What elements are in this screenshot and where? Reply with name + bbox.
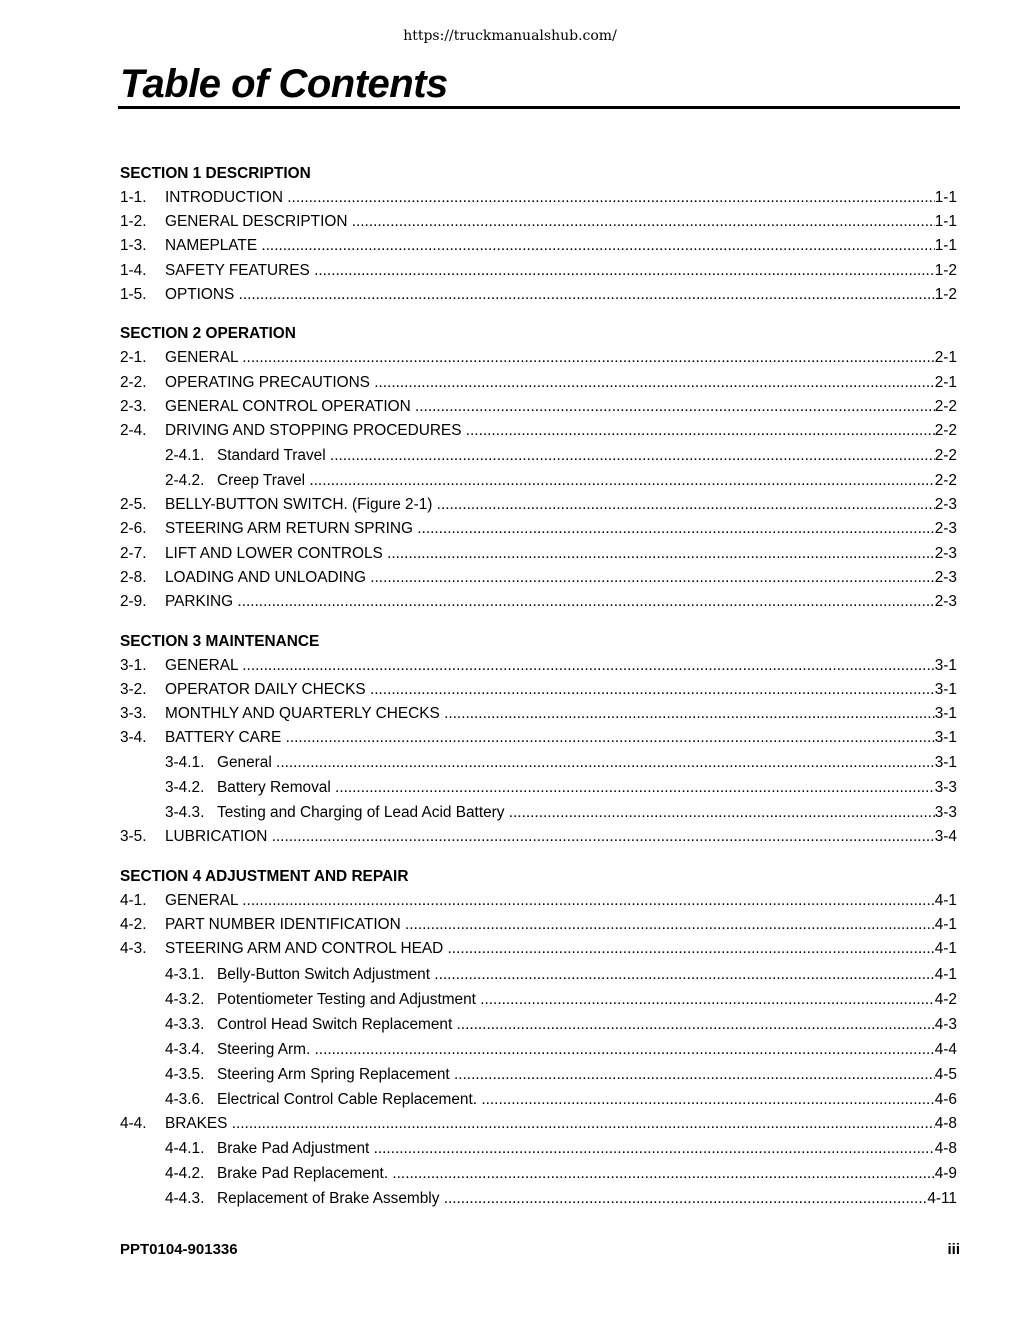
entry-title: NAMEPLATE ..... [165, 234, 935, 258]
entry-number: 2-2. [120, 373, 147, 391]
toc-section [120, 865, 957, 1211]
entry-page: 3-1 [934, 754, 957, 772]
section-heading: SECTION 3 MAINTENANCE [120, 632, 320, 650]
toc-entry[interactable] [120, 937, 957, 961]
entry-page: 3-3 [934, 779, 957, 797]
entry-title: STEERING ARM RETURN SPRING ..... [165, 517, 935, 541]
entry-number: 4-2. [120, 916, 147, 934]
entry-page: 2-3 [934, 496, 957, 514]
entry-number: 2-7. [120, 544, 147, 562]
toc-entry[interactable] [120, 590, 957, 614]
toc-entry[interactable] [120, 419, 957, 443]
section-heading: SECTION 2 OPERATION [120, 325, 296, 343]
entry-number: 3-3. [120, 705, 147, 722]
entry-title: BRAKES ..... [165, 1112, 935, 1136]
toc-entry[interactable] [120, 210, 957, 234]
entry-page: 2-1 [934, 349, 957, 367]
toc-entry[interactable] [120, 259, 957, 283]
entry-number: 1-3. [120, 237, 147, 255]
toc-subentry[interactable] [120, 468, 957, 493]
entry-page: 4-4 [934, 1040, 957, 1058]
entry-title: GENERAL ..... [165, 346, 935, 370]
entry-number: 1-2. [120, 213, 147, 231]
entry-number: 2-4.1. [165, 447, 205, 465]
toc-subentry[interactable] [120, 962, 957, 987]
toc-subentry[interactable] [120, 1161, 957, 1186]
entry-page: 4-6 [934, 1090, 957, 1108]
toc-entry[interactable] [120, 283, 957, 307]
toc-subentry[interactable] [120, 800, 957, 825]
entry-number: 4-3.2. [165, 990, 205, 1008]
toc-section [120, 162, 957, 307]
entry-number: 2-3. [120, 397, 147, 415]
entry-number: 3-1. [120, 656, 147, 674]
entry-title: INTRODUCTION ..... [165, 186, 935, 210]
toc-entry[interactable] [120, 726, 957, 750]
entry-title: OPERATOR DAILY CHECKS ..... [165, 678, 935, 702]
entry-number: 2-8. [120, 568, 147, 586]
entry-title: Electrical Control Cable Replacement. ..... [217, 1087, 935, 1112]
entry-title: GENERAL DESCRIPTION ..... [165, 210, 935, 234]
entry-page: 2-2 [934, 422, 957, 439]
entry-page: 3-3 [934, 804, 957, 822]
toc-section [120, 322, 957, 614]
toc-entry[interactable] [120, 234, 957, 258]
entry-number: 3-4.2. [165, 779, 205, 797]
entry-page: 3-1 [934, 705, 957, 722]
entry-page: 4-2 [934, 990, 957, 1008]
toc-entry[interactable] [120, 702, 957, 726]
entry-page: 4-1 [934, 940, 957, 958]
entry-page: 3-4 [934, 828, 957, 846]
entry-title: LUBRICATION ..... [165, 825, 935, 849]
entry-title: GENERAL CONTROL OPERATION ..... [165, 395, 935, 419]
entry-page: 2-3 [934, 568, 957, 586]
entry-number: 4-3.3. [165, 1015, 205, 1033]
title-underline [118, 106, 960, 109]
entry-title: Steering Arm Spring Replacement ..... [217, 1062, 935, 1087]
toc-subentry[interactable] [120, 1087, 957, 1112]
entry-page: 4-1 [934, 916, 957, 934]
entry-page: 2-3 [934, 544, 957, 562]
toc-subentry[interactable] [120, 1037, 957, 1062]
toc-entry[interactable] [120, 346, 957, 370]
entry-number: 4-1. [120, 892, 147, 910]
entry-title: STEERING ARM AND CONTROL HEAD ..... [165, 937, 935, 961]
entry-number: 4-4.2. [165, 1164, 205, 1182]
entry-title: PARKING ..... [165, 590, 935, 614]
entry-title: Brake Pad Adjustment ..... [217, 1136, 935, 1161]
toc-subentry[interactable] [120, 775, 957, 800]
entry-number: 3-5. [120, 828, 147, 846]
toc-entry[interactable] [120, 889, 957, 913]
table-of-contents [120, 162, 957, 1226]
entry-title: Battery Removal ..... [217, 775, 935, 800]
section-heading: SECTION 4 ADJUSTMENT AND REPAIR [120, 868, 409, 886]
entry-title: OPTIONS ..... [165, 283, 935, 307]
entry-page: 1-1 [934, 237, 957, 255]
entry-title: Standard Travel ..... [217, 443, 935, 468]
toc-subentry[interactable] [120, 750, 957, 775]
toc-section [120, 630, 957, 850]
toc-subentry[interactable] [120, 443, 957, 468]
entry-page: 2-1 [934, 373, 957, 391]
entry-number: 2-4.2. [165, 472, 205, 490]
toc-subentry[interactable] [120, 987, 957, 1012]
entry-page: 4-8 [934, 1139, 957, 1157]
page-number: iii [947, 1241, 960, 1258]
entry-number: 4-4.1. [165, 1139, 205, 1157]
entry-number: 4-3.1. [165, 965, 205, 983]
entry-page: 4-1 [934, 965, 957, 983]
toc-entry[interactable] [120, 1112, 957, 1136]
entry-title: Testing and Charging of Lead Acid Battery ..... [217, 800, 935, 825]
entry-title: Control Head Switch Replacement ..... [217, 1012, 935, 1037]
entry-page: 2-2 [934, 472, 957, 490]
toc-subentry[interactable] [120, 1012, 957, 1037]
entry-title: Creep Travel ..... [217, 468, 935, 493]
document-id: PPT0104-901336 [120, 1241, 238, 1258]
entry-number: 4-3.6. [165, 1090, 205, 1108]
toc-entry[interactable] [120, 186, 957, 210]
entry-title: MONTHLY AND QUARTERLY CHECKS ..... [165, 702, 935, 726]
entry-page: 3-1 [934, 656, 957, 674]
entry-page: 1-1 [934, 189, 957, 206]
entry-page: 4-3 [934, 1015, 957, 1033]
entry-page: 2-3 [934, 592, 957, 610]
toc-entry[interactable] [120, 913, 957, 937]
entry-title: GENERAL ..... [165, 889, 935, 913]
entry-page: 4-9 [934, 1164, 957, 1182]
entry-number: 1-1. [120, 189, 147, 206]
section-heading: SECTION 1 DESCRIPTION [120, 165, 311, 182]
toc-entry[interactable] [120, 566, 957, 590]
entry-number: 4-3. [120, 940, 147, 958]
entry-title: SAFETY FEATURES ..... [165, 259, 935, 283]
toc-entry[interactable] [120, 678, 957, 702]
entry-title: BELLY-BUTTON SWITCH. (Figure 2-1) ..... [165, 493, 935, 517]
entry-page: 1-1 [934, 213, 957, 231]
entry-title: OPERATING PRECAUTIONS ..... [165, 371, 935, 395]
entry-number: 2-5. [120, 496, 147, 514]
entry-page: 4-11 [927, 1189, 957, 1207]
entry-number: 3-2. [120, 680, 147, 698]
entry-number: 2-6. [120, 520, 147, 538]
entry-title: Brake Pad Replacement. ..... [217, 1161, 935, 1186]
entry-number: 1-5. [120, 285, 147, 303]
toc-entry[interactable] [120, 395, 957, 419]
entry-title: BATTERY CARE ..... [165, 726, 935, 750]
entry-title: GENERAL ..... [165, 654, 935, 678]
source-url: https://truckmanualshub.com/ [403, 28, 617, 44]
toc-entry[interactable] [120, 371, 957, 395]
entry-number: 2-1. [120, 349, 147, 367]
entry-page: 2-2 [934, 397, 957, 415]
page-title: Table of Contents [120, 62, 448, 106]
toc-entry[interactable] [120, 654, 957, 678]
toc-entry[interactable] [120, 542, 957, 566]
entry-title: General ..... [217, 750, 935, 775]
entry-page: 3-1 [934, 729, 957, 747]
entry-page: 1-2 [934, 285, 957, 303]
entry-title: Potentiometer Testing and Adjustment ..... [217, 987, 935, 1012]
entry-number: 4-3.5. [165, 1065, 205, 1083]
entry-number: 4-3.4. [165, 1040, 205, 1058]
entry-title: Replacement of Brake Assembly ..... [217, 1186, 927, 1211]
toc-subentry[interactable] [120, 1186, 957, 1211]
entry-title: PART NUMBER IDENTIFICATION ..... [165, 913, 935, 937]
toc-subentry[interactable] [120, 1136, 957, 1161]
entry-number: 3-4.3. [165, 804, 205, 822]
entry-number: 4-4.3. [165, 1189, 205, 1207]
toc-entry[interactable] [120, 493, 957, 517]
toc-entry[interactable] [120, 825, 957, 849]
entry-page: 2-3 [934, 520, 957, 538]
entry-number: 2-9. [120, 592, 147, 610]
entry-number: 4-4. [120, 1114, 147, 1132]
entry-title: Steering Arm. ..... [217, 1037, 935, 1062]
entry-title: LOADING AND UNLOADING ..... [165, 566, 935, 590]
entry-number: 3-4.1. [165, 754, 205, 772]
entry-page: 3-1 [934, 680, 957, 698]
entry-number: 1-4. [120, 261, 147, 279]
entry-page: 2-2 [934, 447, 957, 465]
entry-number: 3-4. [120, 729, 147, 747]
entry-page: 4-1 [934, 892, 957, 910]
entry-page: 4-5 [934, 1065, 957, 1083]
entry-title: DRIVING AND STOPPING PROCEDURES ..... [165, 419, 935, 443]
entry-title: Belly-Button Switch Adjustment ..... [217, 962, 935, 987]
entry-title: LIFT AND LOWER CONTROLS ..... [165, 542, 935, 566]
entry-page: 4-8 [934, 1114, 957, 1132]
entry-number: 2-4. [120, 422, 147, 439]
toc-entry[interactable] [120, 517, 957, 541]
entry-page: 1-2 [934, 261, 957, 279]
toc-subentry[interactable] [120, 1062, 957, 1087]
